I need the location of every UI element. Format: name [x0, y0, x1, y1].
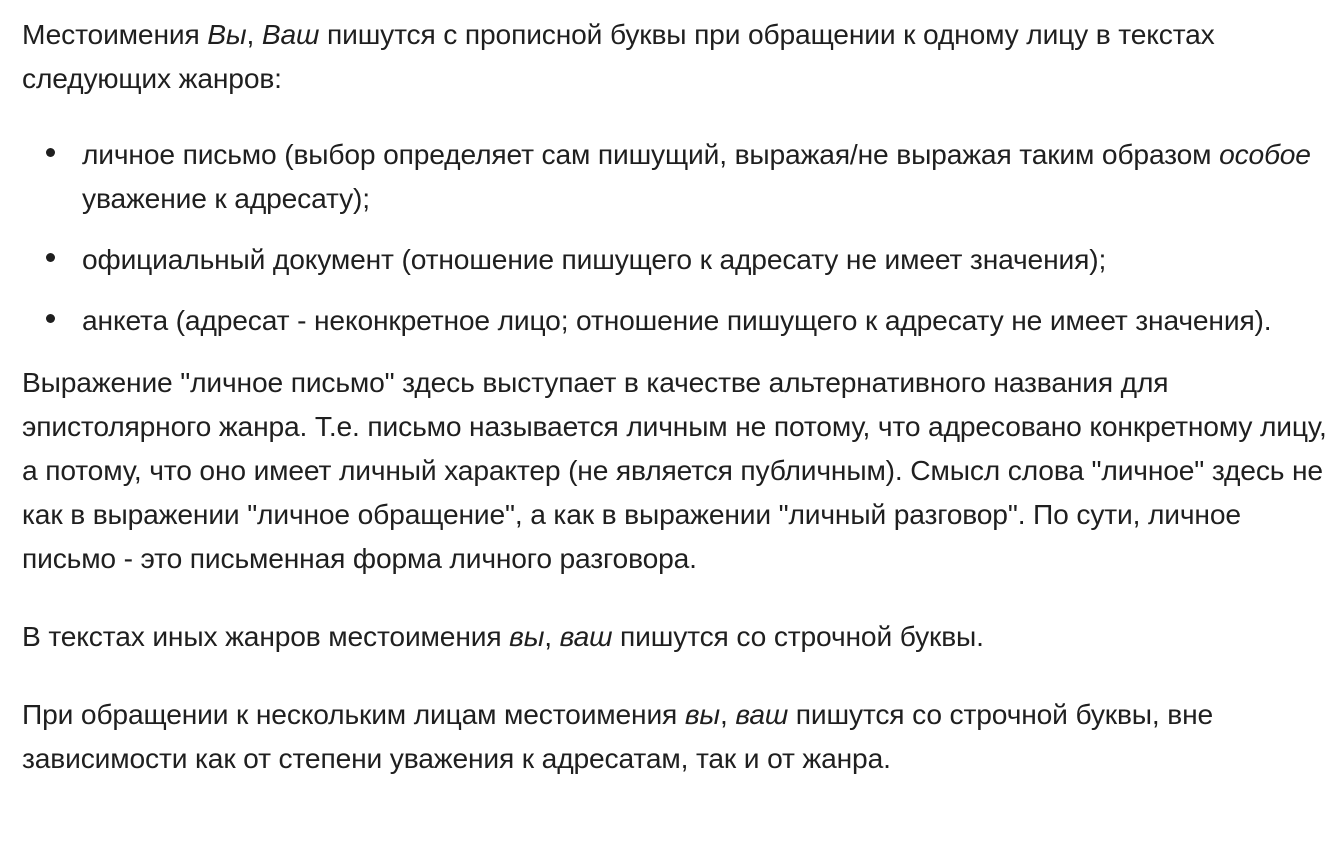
- other-genres-comma: ,: [544, 620, 560, 652]
- bullet-icon: [46, 253, 55, 262]
- intro-text-end: пишутся с прописной буквы при обращении к одному лицу в текстах следующих жанров:: [22, 18, 1215, 94]
- bullet-icon: [46, 314, 55, 323]
- multiple-comma: ,: [720, 698, 736, 730]
- list-item-text: личное письмо (выбор определяет сам пишущий, выражая/не выражая таким образом: [82, 138, 1220, 170]
- list-item-official-document: [22, 237, 1332, 281]
- pronoun-vy: вы: [684, 698, 721, 730]
- list-item-text: официальный документ (отношение пишущего к адресату не имеет значения);: [82, 243, 1107, 275]
- intro-paragraph: [22, 12, 1332, 100]
- pronoun-vy-capital: Вы: [207, 18, 247, 50]
- intro-text-start: Местоимения: [22, 18, 208, 50]
- multiple-addressees-paragraph: [22, 692, 1332, 780]
- pronoun-vash: ваш: [735, 698, 789, 730]
- list-item-text: анкета (адресат - неконкретное лицо; отношение пишущего к адресату не имеет значения).: [82, 304, 1272, 336]
- pronoun-vash: ваш: [559, 620, 613, 652]
- multiple-text-start: При обращении к нескольким лицам местоимения: [22, 698, 685, 730]
- explanation-paragraph: Выражение "личное письмо" здесь выступает в качестве альтернативного названия для эпистолярного жанра. Т.е. письмо называется личным не потому, что адресовано конкретному лицу, а потому, что оно имеет личный характер (не является публичным). Смысл слова "личное" здесь не как в выражении "личное обращение", а как в выражении "личный разговор". По сути, личное письмо - это письменная форма личного разговора.: [22, 366, 1327, 574]
- list-item-personal-letter: [22, 132, 1332, 220]
- other-genres-paragraph: [22, 614, 1332, 658]
- multiple-text-end: пишутся со строчной буквы, вне зависимости как от степени уважения к адресатам, так и от жанра.: [22, 698, 1214, 774]
- pronoun-vash-capital: Ваш: [261, 18, 320, 50]
- list-item-text-end: уважение к адресату);: [82, 182, 370, 214]
- other-genres-text-start: В текстах иных жанров местоимения: [22, 620, 510, 652]
- list-item-questionnaire: [22, 298, 1332, 342]
- genres-list: [22, 132, 1332, 342]
- emphasis-text: особое: [1219, 138, 1311, 170]
- bullet-icon: [46, 148, 55, 157]
- intro-comma: ,: [246, 18, 262, 50]
- pronoun-vy: вы: [509, 620, 545, 652]
- other-genres-text-end: пишутся со строчной буквы.: [612, 620, 984, 652]
